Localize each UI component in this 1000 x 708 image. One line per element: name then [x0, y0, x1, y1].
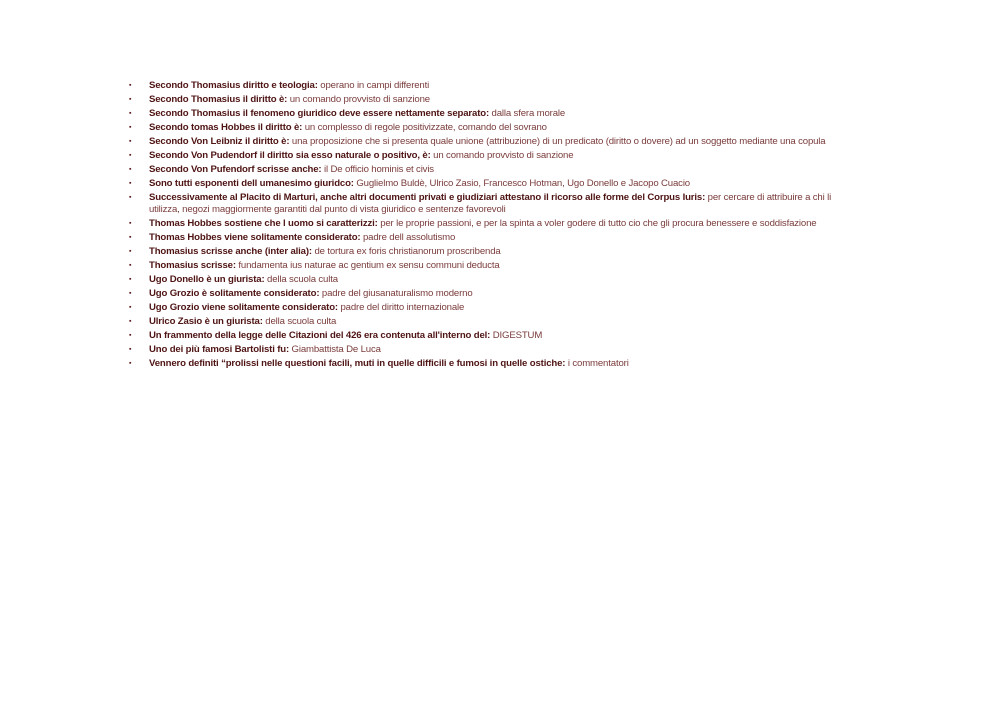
- list-item: [128, 80, 858, 92]
- list-item: [128, 94, 858, 106]
- list-item: [128, 164, 858, 176]
- question-text: Ugo Grozio è solitamente considerato:: [149, 288, 320, 300]
- list-item: [128, 302, 858, 314]
- list-item: [128, 260, 858, 272]
- list-item: [128, 122, 858, 134]
- bullet-icon: ▪: [129, 346, 132, 354]
- answer-text: un comando provvisto di sanzione: [433, 149, 574, 161]
- answer-text: una proposizione che si presenta quale unione (attribuzione) di un predicato (diritto o dovere) ad un soggetto mediante una copula: [291, 135, 826, 147]
- list-item: [128, 274, 858, 286]
- answer-text: il De officio hominis et civis: [324, 163, 434, 175]
- answer-text: padre del diritto internazionale: [340, 302, 465, 314]
- bullet-icon: ▪: [129, 82, 132, 89]
- bullet-icon: ▪: [129, 220, 132, 228]
- question-text: Secondo Thomasius diritto e teologia:: [149, 80, 318, 91]
- question-text: Un frammento della legge delle Citazioni del 426 era contenuta all'interno del:: [149, 330, 491, 342]
- list-item: [128, 232, 858, 244]
- question-text: Successivamente al Placito di Marturi, anche altri documenti privati e giudiziari attestano il ricorso alle forme del Corpus Iuris:: [149, 191, 706, 203]
- question-text: Secondo Thomasius il diritto è:: [149, 93, 288, 105]
- question-text: Ulrico Zasio è un giurista:: [149, 316, 263, 328]
- question-text: Thomas Hobbes viene solitamente considerato:: [149, 232, 361, 244]
- answer-text: padre del giusanaturalismo moderno: [321, 288, 473, 300]
- bullet-icon: ▪: [129, 332, 132, 340]
- bullet-icon: ▪: [129, 304, 132, 312]
- bullet-icon: ▪: [129, 109, 132, 117]
- answer-text: un complesso di regole positivizzate, comando del sovrano: [304, 121, 547, 133]
- notes-list: [128, 80, 858, 372]
- answer-text: de tortura ex foris christianorum proscribenda: [314, 246, 501, 258]
- bullet-icon: ▪: [129, 165, 132, 173]
- question-text: Uno dei più famosi Bartolisti fu:: [149, 344, 290, 356]
- answer-text: un comando provvisto di sanzione: [289, 93, 430, 105]
- list-item: [128, 330, 858, 342]
- question-text: Thomasius scrisse:: [149, 260, 236, 272]
- answer-text: padre dell assolutismo: [362, 232, 456, 244]
- question-text: Vennero definiti “prolissi nelle questioni facili, muti in quelle difficili e fumosi in quelle ostiche:: [149, 358, 566, 369]
- bullet-icon: ▪: [129, 318, 132, 326]
- list-item: [128, 288, 858, 300]
- answer-text: Guglielmo Buldè, Ulrico Zasio, Francesco Hotman, Ugo Donello e Jacopo Cuacio: [356, 177, 690, 189]
- bullet-icon: ▪: [129, 248, 132, 256]
- question-text: Secondo tomas Hobbes il diritto è:: [149, 121, 303, 133]
- list-item: [128, 358, 858, 370]
- bullet-icon: ▪: [129, 360, 132, 367]
- list-item: [128, 178, 858, 190]
- bullet-icon: ▪: [129, 95, 132, 103]
- answer-text: della scuola culta: [265, 316, 337, 328]
- bullet-icon: ▪: [129, 262, 132, 270]
- answer-text: Giambattista De Luca: [291, 344, 381, 356]
- bullet-icon: ▪: [129, 234, 132, 242]
- bullet-icon: ▪: [129, 179, 132, 187]
- list-item: [128, 150, 858, 162]
- list-item: [128, 246, 858, 258]
- answer-text: fundamenta ius naturae ac gentium ex sensu communi deducta: [238, 260, 500, 272]
- question-text: Ugo Grozio viene solitamente considerato:: [149, 302, 338, 314]
- bullet-icon: ▪: [129, 276, 132, 284]
- question-text: Secondo Von Leibniz il diritto è:: [149, 135, 290, 147]
- answer-text: per cercare di attribuire a chi li utilizza, negozi maggiormente garantiti dal punto di vista giuridico e sentenze favorevoli: [149, 191, 832, 216]
- bullet-icon: ▪: [129, 290, 132, 298]
- question-text: Secondo Von Pufendorf scrisse anche:: [149, 163, 322, 175]
- list-item: [128, 108, 858, 120]
- answer-text: DIGESTUM: [492, 330, 543, 342]
- question-text: Sono tutti esponenti dell umanesimo giuridco:: [149, 177, 354, 189]
- answer-text: i commentatori: [567, 358, 629, 369]
- question-text: Thomasius scrisse anche (inter alia):: [149, 246, 312, 258]
- question-text: Secondo Thomasius il fenomeno giuridico deve essere nettamente separato:: [149, 107, 489, 119]
- answer-text: operano in campi differenti: [320, 80, 430, 91]
- answer-text: per le proprie passioni, e per la spinta a voler godere di tutto cio che gli procura benessere e soddisfazione: [380, 218, 817, 230]
- bullet-icon: ▪: [129, 123, 132, 131]
- answer-text: della scuola culta: [267, 274, 338, 286]
- question-text: Secondo Von Pudendorf il diritto sia esso naturale o positivo, è:: [149, 149, 431, 161]
- answer-text: dalla sfera morale: [491, 107, 566, 119]
- list-item: [128, 316, 858, 328]
- bullet-icon: ▪: [129, 137, 132, 145]
- bullet-icon: ▪: [129, 193, 132, 201]
- bullet-icon: ▪: [129, 151, 132, 159]
- list-item: [128, 136, 858, 148]
- question-text: Thomas Hobbes sostiene che l uomo si caratterizzi:: [149, 218, 378, 230]
- list-item: [128, 344, 858, 356]
- list-item: [128, 218, 858, 230]
- question-text: Ugo Donello è un giurista:: [149, 274, 265, 286]
- list-item: [128, 192, 858, 217]
